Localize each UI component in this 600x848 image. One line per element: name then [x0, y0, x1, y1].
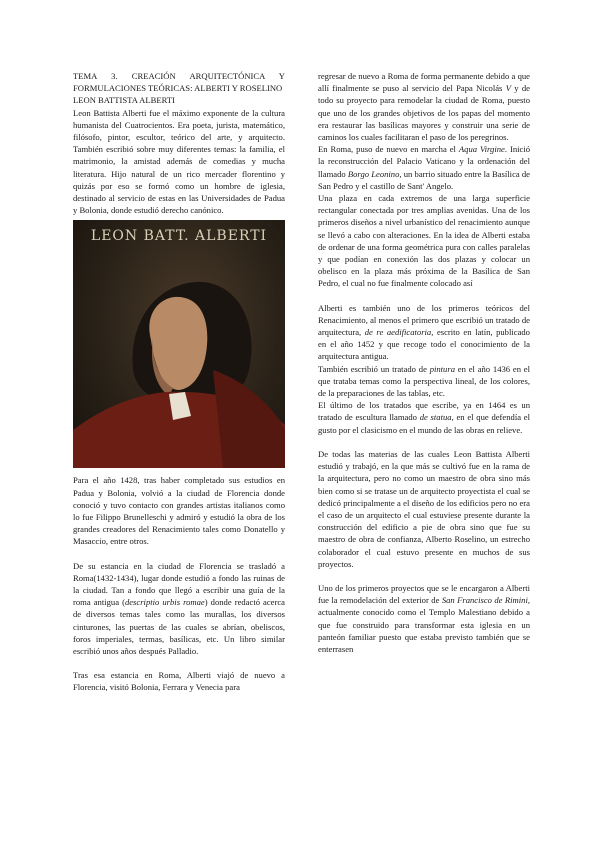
paragraph: De todas las materias de las cuales Leon Battista Alberti estudió y trabajó, en la que más se cultivó fue en la rama de la arquitectura, pero no como un maestro de obra sino más bien como si se tratase un de arquitecto proyectista el cual se dedicó principalmente a el diseño de los edificios pero no era el caso de un arquitecto el cual estuviese presente durante la construcción del edificio a pie de obra sino que fue su maestro de obra de confianza, Alberto Roselino, un estrecho colaborador el cual estuvo presente en muchos de sus proyectos. — [318, 448, 530, 569]
paragraph: Una plaza en cada extremos de una larga superficie rectangular conectada por tres amplias avenidas. Una de los primeros diseños a nivel urbanístico del renacimiento aunque se llevó a cabo con alteraciones. En la idea de Alberti estaba de ordenar de una forma geométrica pura con calles paralelas y que podían en conexión las dos plazas y colocar un obelisco en la plaza más próxima de la Basílica de San Pedro, el cual no fue finalmente colocado así — [318, 193, 530, 289]
left-column — [73, 70, 285, 694]
paragraph: Leon Battista Alberti fue el máximo exponente de la cultura humanista del Cuatrocientos. Era poeta, jurista, matemático, filósofo, pintor, escultor, teórico del arte, y arquitecto. También escribió sobre muy diferentes temas: la familia, el matrimonio, la amistad además de comedias y mucha literatura. Hijo natural de un rico mercader florentino y quizás por eso se formó como un hombre de iglesia, destinado al servicio de estas en las Universidades de Padua y Bolonia, donde estudió derecho canónico. — [73, 107, 285, 216]
paragraph: Uno de los primeros proyectos que se le encargaron a Alberti fue la remodelación del exterior de San Francisco de Rimini, actualmente conocido como el Templo Malestiano debido a que fue construido para transformar esta iglesia en un panteón familiar puesto que estaba previsto también que se enterrasen — [318, 582, 530, 654]
paragraph: Tras esa estancia en Roma, Alberti viajó de nuevo a Florencia, visitó Bolonia, Ferrara y Venecia para — [73, 670, 285, 693]
page-title: TEMA 3. CREACIÓN ARQUITECTÓNICA Y FORMULACIONES TEÓRICAS: ALBERTI Y ROSELINO — [73, 71, 285, 94]
paragraph: También escribió un tratado de pintura en el año 1436 en el que trataba temas como la perspectiva lineal, de los colores, de la preparaciones de las tablas, etc. — [318, 363, 530, 399]
right-column — [318, 70, 530, 655]
paragraph: regresar de nuevo a Roma de forma permanente debido a que allí finalmente se puso al servicio del Papa Nicolás V y de todo su proyecto para remodelar la ciudad de Roma, puesto que uno de los grandes objetivos de los papas del momento era restaurar las basílicas mayores y construir una serie de caminos los cuales facilitaran el paso de los peregrinos. — [318, 71, 530, 143]
portrait-figure — [73, 220, 285, 468]
paragraph: Alberti es también uno de los primeros teóricos del Renacimiento, al menos el primero que escribió un tratado de arquitectura, de re aedificatoria, escrito en latín, publicado en el año 1452 y que recoge todo el conocimiento de la arquitectura antigua. — [318, 302, 530, 362]
section-heading: LEON BATTISTA ALBERTI — [73, 95, 175, 106]
portrait-caption: LEON BATT. ALBERTI — [90, 228, 268, 245]
paragraph: De su estancia en la ciudad de Florencia se trasladó a Roma(1432-1434), lugar donde estudió a fondo las ruinas de la ciudad. Tan a fondo que llegó a escribir una guía de la roma antigua (descriptio urbis romae) donde redactó acerca de diversos temas tales como las murallas, los diversos cinturones, las puertas de las cuales se abrían, obeliscos, foros imperiales, termas, basílicas, etc. Un libro similar escribió unos años después Palladio. — [73, 560, 285, 657]
alberti-portrait — [73, 220, 285, 468]
paragraph: En Roma, puso de nuevo en marcha el Aqua Virgine. Inició la reconstrucción del Palacio Vaticano y la ordenación del llamado Borgo Leonino, un barrio situado entre la Basílica de San Pedro y el castillo de Sant' Angelo. — [318, 144, 531, 191]
paragraph: Para el año 1428, tras haber completado sus estudios en Padua y Bolonia, volvió a la ciudad de Florencia donde conoció y tuvo contacto con grandes artistas italianos como lo fue Filippo Brunelleschi y admiró y estudió la obra de los grandes creadores del Renacimiento tales como Donatello y Masaccio, entre otros. — [73, 475, 285, 547]
paragraph: El último de los tratados que escribe, ya en 1464 es un tratado de escultura llamado de statua, en el que defendía el gusto por el clasicismo en el mundo de las obras en relieve. — [318, 400, 530, 435]
